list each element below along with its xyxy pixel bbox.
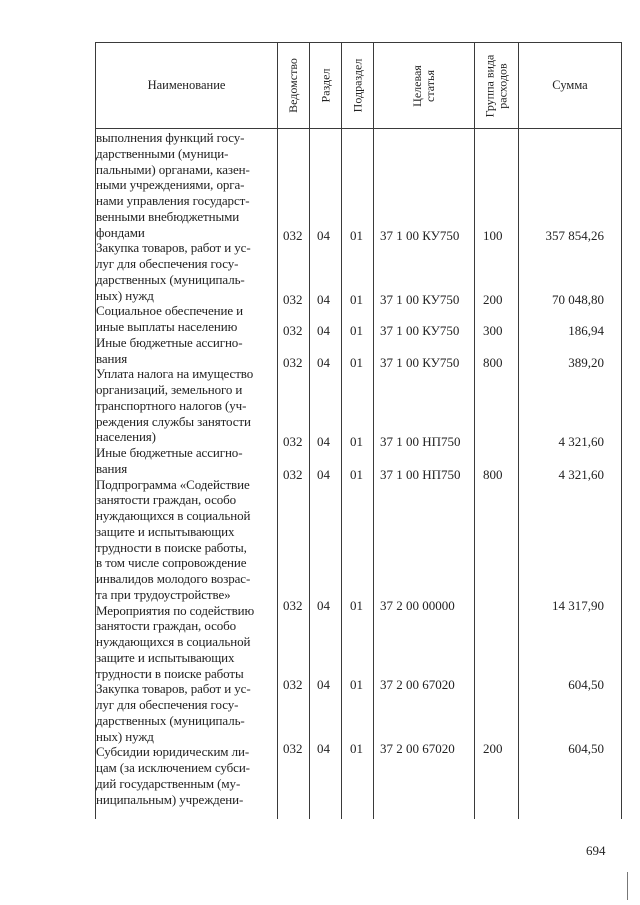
cell-podrazdel: 01	[350, 323, 363, 338]
name-line: транспортного налогов (уч-	[96, 397, 247, 413]
header-celevaya-text: Целевая статья	[409, 64, 437, 107]
header-name: Наименование	[147, 78, 226, 92]
cell-ved: 032	[283, 598, 303, 613]
name-line: нуждающихся в социальной	[96, 508, 251, 523]
cell-razdel: 04	[317, 741, 330, 756]
header-gruppa-text: Группа вида расходов	[482, 54, 510, 117]
name-line: трудности в поиске работы,	[96, 539, 247, 555]
header-summa: Сумма	[552, 78, 588, 92]
cell-cs: 37 1 00 КУ750	[380, 228, 460, 243]
cell-cs: 37 1 00 КУ750	[380, 292, 460, 307]
cell-ved: 032	[283, 467, 303, 482]
cell-podrazdel: 01	[350, 434, 363, 449]
header-podrazdel-text: Подраздел	[350, 58, 365, 113]
name-line: нами управления государст-	[96, 193, 250, 208]
cell-razdel: 04	[317, 355, 330, 370]
name-line: Иные бюджетные ассигно-	[96, 334, 243, 350]
name-line: Социальное обеспечение и	[96, 303, 244, 319]
name-line: выполнения функций госу-	[96, 130, 245, 145]
name-line: Мероприятия по содействию	[96, 602, 255, 618]
name-line: вания	[96, 460, 128, 476]
name-line: вания	[96, 350, 128, 366]
header-vedomstvo	[278, 43, 309, 128]
header-celevaya	[374, 43, 474, 128]
name-column	[96, 130, 276, 807]
cell-razdel: 04	[317, 292, 330, 307]
name-line: трудности в поиске работы	[96, 665, 244, 681]
name-line: ными учреждениями, орга-	[96, 177, 245, 193]
name-line: луг для обеспечения госу-	[96, 697, 239, 712]
name-line: ных) нужд	[96, 287, 154, 303]
header-vedomstvo-text: Ведомство	[286, 58, 301, 113]
name-line: в том числе сопровождение	[96, 555, 247, 571]
header-razdel-text: Раздел	[318, 68, 333, 103]
cell-cs: 37 2 00 67020	[380, 677, 455, 692]
cell-podrazdel: 01	[350, 355, 363, 370]
cell-sum: 70 048,80	[552, 292, 604, 307]
cell-vr: 200	[483, 741, 503, 756]
cell-vr: 800	[483, 467, 503, 482]
cell-cs: 37 1 00 КУ750	[380, 355, 460, 370]
name-line: организаций, земельного и	[96, 382, 243, 397]
page-number: 694	[586, 843, 606, 858]
col-border-razdel	[341, 42, 342, 819]
name-line: луг для обеспечения госу-	[96, 256, 239, 271]
col-border-ved	[309, 42, 310, 819]
name-line: защите и испытывающих	[96, 523, 235, 539]
name-line: занятости граждан, особо	[96, 492, 237, 508]
cell-vr: 200	[483, 292, 503, 307]
cell-podrazdel: 01	[350, 598, 363, 613]
name-line: Иные бюджетные ассигно-	[96, 445, 243, 460]
name-line: нуждающихся в социальной	[96, 634, 251, 649]
header-podrazdel	[342, 43, 373, 128]
name-line: дарственных (муниципаль-	[96, 712, 245, 728]
col-border-vr	[518, 42, 519, 819]
cell-razdel: 04	[317, 323, 330, 338]
cell-sum: 14 317,90	[552, 598, 604, 613]
name-line: фондами	[96, 224, 145, 240]
cell-podrazdel: 01	[350, 292, 363, 307]
name-line: венными внебюджетными	[96, 208, 240, 224]
name-line: занятости граждан, особо	[96, 618, 237, 634]
name-line: иные выплаты населению	[96, 319, 238, 334]
name-line: защите и испытывающих	[96, 649, 235, 665]
name-line: Субсидии юридическим ли-	[96, 744, 250, 760]
col-border-podrazdel	[373, 42, 374, 819]
cell-ved: 032	[283, 355, 303, 370]
cell-vr: 800	[483, 355, 503, 370]
cell-razdel: 04	[317, 467, 330, 482]
cell-ved: 032	[283, 292, 303, 307]
name-line: та при трудоустройстве»	[96, 586, 231, 602]
cell-vr: 300	[483, 323, 503, 338]
cell-ved: 032	[283, 434, 303, 449]
name-line: дарственных (муниципаль-	[96, 271, 245, 287]
name-line: ных) нужд	[96, 728, 154, 744]
name-line: Закупка товаров, работ и ус-	[96, 240, 251, 256]
cell-razdel: 04	[317, 677, 330, 692]
cell-podrazdel: 01	[350, 741, 363, 756]
name-line: инвалидов молодого возрас-	[96, 571, 251, 586]
header-bottom-border	[95, 128, 622, 129]
header-gruppa	[475, 43, 518, 128]
cell-podrazdel: 01	[350, 467, 363, 482]
scan-edge-mark	[627, 872, 628, 900]
name-line: ниципальным) учреждени-	[96, 791, 244, 807]
name-line: Закупка товаров, работ и ус-	[96, 681, 251, 697]
cell-cs: 37 1 00 НП750	[380, 434, 461, 449]
cell-vr: 100	[483, 228, 503, 243]
name-line: дий государственным (му-	[96, 775, 241, 791]
cell-razdel: 04	[317, 228, 330, 243]
name-line: цам (за исключением субси-	[96, 760, 250, 775]
cell-sum: 4 321,60	[558, 434, 604, 449]
cell-cs: 37 1 00 КУ750	[380, 323, 460, 338]
col-border-right	[621, 42, 622, 819]
col-border-cs	[474, 42, 475, 819]
name-line: реждения службы занятости	[96, 413, 251, 429]
cell-cs: 37 1 00 НП750	[380, 467, 461, 482]
cell-sum: 186,94	[568, 323, 604, 338]
name-line: Подпрограмма «Содействие	[96, 476, 250, 492]
header-razdel	[310, 43, 341, 128]
col-border-name	[277, 42, 278, 819]
cell-cs: 37 2 00 00000	[380, 598, 455, 613]
cell-ved: 032	[283, 741, 303, 756]
name-line: дарственными (муници-	[96, 145, 229, 161]
cell-podrazdel: 01	[350, 228, 363, 243]
cell-sum: 604,50	[568, 741, 604, 756]
cell-sum: 4 321,60	[558, 467, 604, 482]
cell-razdel: 04	[317, 598, 330, 613]
cell-sum: 357 854,26	[545, 228, 604, 243]
cell-podrazdel: 01	[350, 677, 363, 692]
cell-sum: 389,20	[568, 355, 604, 370]
cell-ved: 032	[283, 677, 303, 692]
cell-sum: 604,50	[568, 677, 604, 692]
cell-razdel: 04	[317, 434, 330, 449]
cell-ved: 032	[283, 323, 303, 338]
cell-cs: 37 2 00 67020	[380, 741, 455, 756]
name-line: населения)	[96, 429, 156, 445]
cell-ved: 032	[283, 228, 303, 243]
name-line: пальными) органами, казен-	[96, 161, 250, 177]
name-line: Уплата налога на имущество	[96, 366, 254, 382]
